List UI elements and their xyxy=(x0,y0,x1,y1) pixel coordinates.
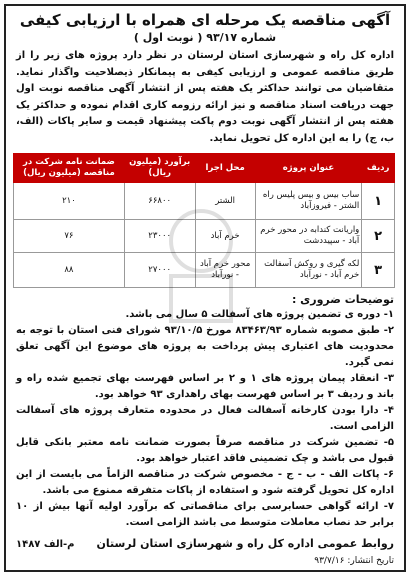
project-location: خرم آباد xyxy=(195,220,255,253)
footer xyxy=(16,537,394,550)
project-guarantee: ۷۶ xyxy=(14,220,125,253)
project-location: الشتر xyxy=(195,183,255,220)
project-estimate: ۶۶۸۰۰ xyxy=(124,183,195,220)
tender-notice xyxy=(4,4,406,572)
project-title: ساب بیس و بیس پلیس راه الشتر - فیروزآباد xyxy=(255,183,362,220)
footer-code: م-الف ۱۴۸۷ xyxy=(16,539,75,550)
header-row-number: ردیف xyxy=(362,154,395,183)
note-item: ۳- انعقاد پیمان پروژه های ۱ و ۲ بر اساس فهرست بهای تجمیع شده راه و باند و ردیف ۳ بر اساس فهرست بهای راهداری ۹۳ خواهد بود. xyxy=(16,373,394,400)
notice-title: آگهی مناقصه یک مرحله ای همراه با ارزیابی کیفی xyxy=(19,11,391,29)
header-project: عنوان پروژه xyxy=(255,154,362,183)
note-item: ۶- پاکات الف - ب - ج - مخصوص شرکت در مناقصه الزاماً می بایست از این اداره کل تحویل گرفته شود و استفاده از پاکات متفرقه ممنوع می باشد. xyxy=(16,469,394,496)
note-item: ۱- دوره ی تضمین پروژه های آسفالت ۵ سال می باشد. xyxy=(125,309,394,320)
project-title: واریانت کندابه در محور خرم آباد - سپیددشت xyxy=(255,220,362,253)
note-item: ۴- دارا بودن کارخانه آسفالت فعال در محدوده متعارف پروژه های آسفالت الزامی است. xyxy=(16,405,394,432)
project-title: لکه گیری و روکش آسفالت خرم آباد - نورآباد xyxy=(255,253,362,288)
notes-heading: توضیحات ضروری : xyxy=(291,293,394,306)
header-estimate: برآورد (میلیون ریال) xyxy=(124,154,195,183)
watermark-icon xyxy=(156,206,246,326)
note-item: ۷- ارائه گواهی حسابرسی برای مناقصاتی که برآورد اولیه آنها بیش از ۱۰ برابر حد نصاب معاملات متوسط می باشد الزامی است. xyxy=(16,501,394,528)
row-number: ۱ xyxy=(362,183,395,220)
row-number: ۲ xyxy=(362,220,395,253)
project-estimate: ۲۷۰۰۰ xyxy=(124,253,195,288)
header-location: محل اجرا xyxy=(195,154,255,183)
footer-organization: روابط عمومی اداره کل راه و شهرسازی استان لرستان xyxy=(96,537,394,550)
project-guarantee: ۲۱۰ xyxy=(14,183,125,220)
note-item: ۵- تضمین شرکت در مناقصه صرفاً بصورت ضمانت نامه معتبر بانکی قابل قبول می باشد و چک تضمینی فاقد اعتبار خواهد بود. xyxy=(16,437,394,464)
note-item: ۲- طبق مصوبه شماره ۸۳۴۶۳/۹۳ مورخ ۹۳/۱۰/۵ شورای فنی استان با توجه به محدودیت های اعتباری پیش پرداخت به پروژه های موضوع این آگهی تعلق نمی گیرد. xyxy=(16,325,394,368)
header-guarantee: ضمانت نامه شرکت در مناقصه (میلیون ریال) xyxy=(14,154,125,183)
publish-date: تاریخ انتشار: ۹۳/۷/۱۶ xyxy=(314,556,394,566)
project-estimate: ۲۳۰۰۰ xyxy=(124,220,195,253)
project-location: محور خرم آباد - نورآباد xyxy=(195,253,255,288)
notice-number: شماره ۹۳/۱۷ ( نوبت اول ) xyxy=(133,31,277,44)
intro-paragraph: اداره کل راه و شهرسازی استان لرستان در نظر دارد پروژه های زیر را از طریق مناقصه عمومی و ارزیابی کیفی به پیمانکار ذیصلاحیت واگذار نماید. متقاضیان می توانند حداکثر یک هفته پس از انتشار آگهی مناقصه نوبت اول جهت دریافت اسناد مناقصه و نیز ارائه رزومه کاری اقدام نموده و حداکثر یک هفته پس از انتشار آگهی نوبت دوم پاکت پیشنهاد قیمت و سایر پاکات (الف، ب، ج) را به این اداره کل تحویل نماید. xyxy=(16,50,394,144)
table-header-row xyxy=(14,154,395,183)
row-number: ۳ xyxy=(362,253,395,288)
project-guarantee: ۸۸ xyxy=(14,253,125,288)
